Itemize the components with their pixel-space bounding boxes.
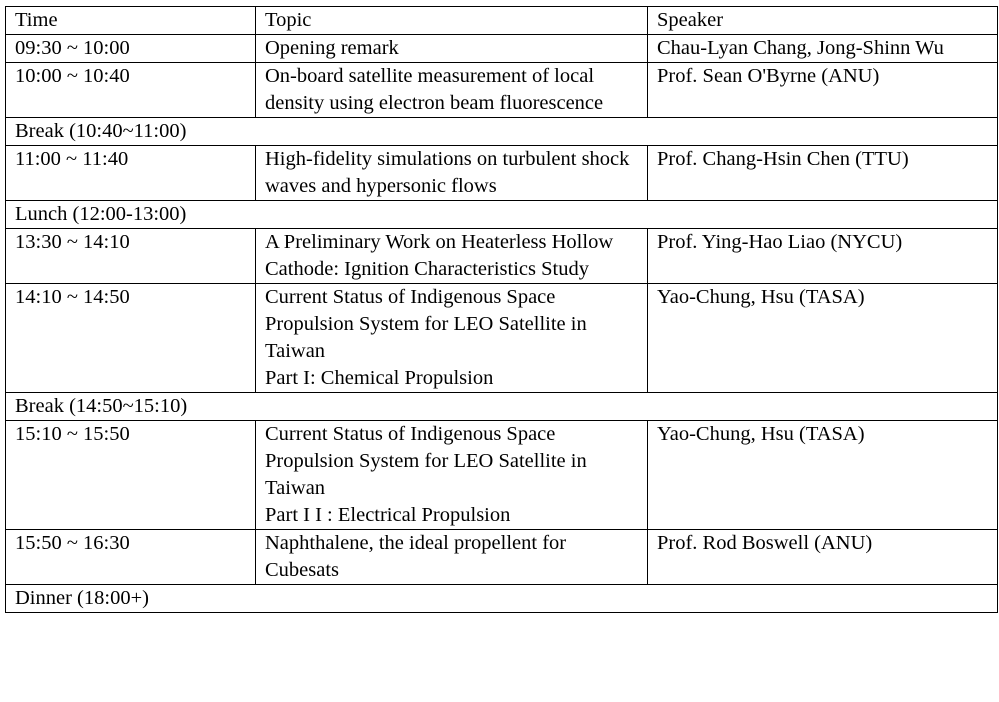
header-speaker: Speaker	[648, 7, 998, 35]
session-speaker: Chau-Lyan Chang, Jong-Shinn Wu	[648, 35, 998, 63]
session-speaker: Prof. Sean O'Byrne (ANU)	[648, 63, 998, 118]
schedule-body	[6, 35, 998, 613]
session-speaker: Yao-Chung, Hsu (TASA)	[648, 421, 998, 530]
topic-line: Naphthalene, the ideal propellent for Cubesats	[265, 532, 567, 581]
session-speaker: Prof. Chang-Hsin Chen (TTU)	[648, 146, 998, 201]
session-row	[6, 229, 998, 284]
session-time: 15:50 ~ 16:30	[6, 530, 256, 585]
break-row	[6, 201, 998, 229]
session-speaker: Prof. Ying-Hao Liao (NYCU)	[648, 229, 998, 284]
session-row	[6, 35, 998, 63]
session-topic	[256, 284, 648, 393]
session-topic	[256, 146, 648, 201]
break-label: Break (10:40~11:00)	[6, 118, 998, 146]
session-topic	[256, 63, 648, 118]
break-label: Lunch (12:00-13:00)	[6, 201, 998, 229]
topic-line: Part I I : Electrical Propulsion	[265, 504, 511, 526]
break-row	[6, 585, 998, 613]
session-time: 11:00 ~ 11:40	[6, 146, 256, 201]
session-time: 14:10 ~ 14:50	[6, 284, 256, 393]
session-topic	[256, 421, 648, 530]
break-label: Dinner (18:00+)	[6, 585, 998, 613]
topic-line: Current Status of Indigenous Space Propulsion System for LEO Satellite in Taiwan	[265, 286, 587, 362]
break-row	[6, 393, 998, 421]
session-speaker: Yao-Chung, Hsu (TASA)	[648, 284, 998, 393]
topic-line: Current Status of Indigenous Space Propulsion System for LEO Satellite in Taiwan	[265, 423, 587, 499]
session-row	[6, 63, 998, 118]
session-topic	[256, 530, 648, 585]
topic-line: High-fidelity simulations on turbulent shock waves and hypersonic flows	[265, 148, 630, 197]
header-row	[6, 7, 998, 35]
session-row	[6, 146, 998, 201]
header-time: Time	[6, 7, 256, 35]
session-time: 10:00 ~ 10:40	[6, 63, 256, 118]
schedule-table	[5, 6, 998, 613]
header-topic: Topic	[256, 7, 648, 35]
session-time: 09:30 ~ 10:00	[6, 35, 256, 63]
break-row	[6, 118, 998, 146]
break-label: Break (14:50~15:10)	[6, 393, 998, 421]
session-speaker: Prof. Rod Boswell (ANU)	[648, 530, 998, 585]
topic-line: Part I: Chemical Propulsion	[265, 367, 494, 389]
session-topic	[256, 229, 648, 284]
session-row	[6, 421, 998, 530]
session-row	[6, 530, 998, 585]
topic-line: On-board satellite measurement of local density using electron beam fluorescence	[265, 65, 604, 114]
session-time: 15:10 ~ 15:50	[6, 421, 256, 530]
topic-line: A Preliminary Work on Heaterless Hollow Cathode: Ignition Characteristics Study	[265, 231, 614, 280]
topic-line: Opening remark	[265, 37, 399, 59]
session-row	[6, 284, 998, 393]
session-topic	[256, 35, 648, 63]
session-time: 13:30 ~ 14:10	[6, 229, 256, 284]
